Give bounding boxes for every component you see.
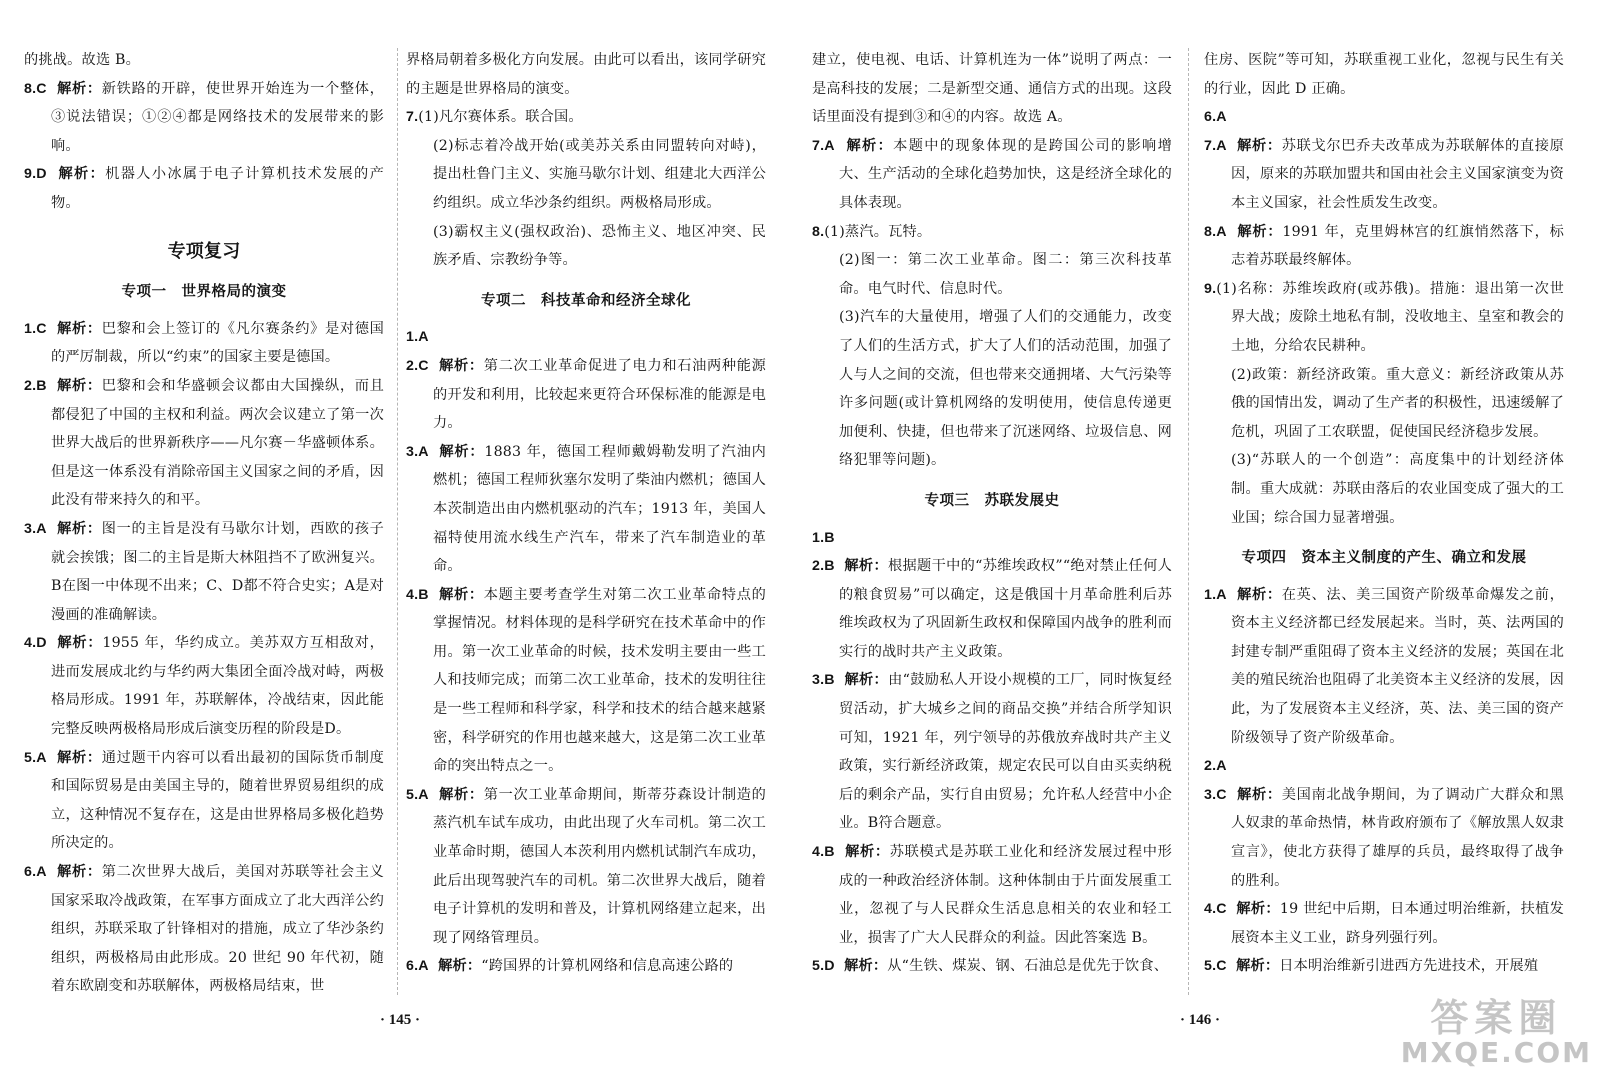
text-line: 建立，使电视、电话、计算机连为一体”说明了两点：一是高科技的发展；二是新型交通、通信方式的出现。这段话里面没有提到③和④的内容。故选 A。: [812, 52, 1172, 126]
answer-item: 4.B 解析：苏联模式是苏联工业化和经济发展过程中形成的一种政治经济体制。这种体制由于片面发展重工业，忽视了与人民群众生活息息相关的农业和轻工业，损害了广大人民群众的利益。因此答案选 B。: [812, 844, 1172, 946]
answer-subpart: (3)霸权主义(强权政治)、恐怖主义、地区冲突、民族矛盾、宗教纷争等。: [433, 223, 766, 269]
answer-item: 3.B 解析：由“鼓励私人开设小规模的工厂，同时恢复经贸活动，扩大城乡之间的商品交换”并结合所学知识可知，1921 年，列宁领导的苏俄放弃战时共产主义政策，实行新经济政策，规定农民可以自由买卖纳税后的剩余产品，实行自由贸易；允许私人经营中小企业。B符合题意。: [812, 672, 1172, 832]
answer-item: 2.C 解析：第二次工业革命促进了电力和石油两种能源的开发和利用，比较起来更符合环保标准的能源是电力。: [406, 357, 766, 432]
answer-item: 1.A 解析：在英、法、美三国资产阶级革命爆发之前，资本主义经济都已经发展起来。当时，英、法两国的封建专制严重阻碍了资本主义经济的发展；英国在北美的殖民统治也阻碍了北美资本主义经济的发展，因此，为了发展资本主义经济，英、法、美三国的资产阶级领导了资产阶级革命。: [1204, 586, 1564, 746]
column-divider: [1188, 48, 1189, 995]
answer-item: 5.D 解析：从“生铁、煤炭、钢、石油总是优先于饮食、: [812, 958, 1169, 975]
answer-subpart: (2)标志着冷战开始(或美苏关系由同盟转向对峙)，提出杜鲁门主义、实施马歇尔计划、组建北大西洋公约组织。成立华沙条约组织。两极格局形成。: [433, 137, 766, 211]
answer-item: 5.C 解析：日本明治维新引进西方先进技术，开展殖: [1204, 958, 1539, 975]
answer-subpart: (2)图一：第二次工业革命。图二：第三次科技革命。电气时代、信息时代。: [839, 252, 1172, 297]
answer-item: 1.A: [406, 329, 429, 346]
answer-item: 6.A 解析：“跨国界的计算机网络和信息高速公路的: [406, 958, 734, 975]
answer-item: 8.(1)蒸汽。瓦特。: [812, 223, 932, 240]
page-number: · 146 ·: [1180, 1012, 1221, 1028]
section-heading: 专项一 世界格局的演变: [121, 284, 287, 301]
answer-subpart: (2)政策：新经济政策。重大意义：新经济政策从苏俄的国情出发，调动了生产者的积极性，迅速缓解了危机，巩固了工农联盟，促使国民经济稳步发展。: [1231, 366, 1564, 440]
text-line: 的挑战。故选 B。: [24, 52, 141, 68]
answer-item: 7.(1)凡尔赛体系。联合国。: [406, 109, 583, 126]
answer-item: 5.A 解析：通过题干内容可以看出最初的国际货币制度和国际贸易是由美国主导的，随着世界贸易组织的成立，这种情况不复存在，这是由世界格局多极化趋势所决定的。: [24, 749, 384, 852]
text-line: 界格局朝着多极化方向发展。由此可以看出，该同学研究的主题是世界格局的演变。: [406, 52, 766, 97]
answer-item: 6.A: [1204, 109, 1227, 126]
answer-item: 1.B: [812, 529, 835, 546]
column-divider: [397, 48, 398, 995]
right-page: [800, 0, 1600, 1075]
answer-item: 1.C 解析：巴黎和会上签订的《凡尔赛条约》是对德国的严厉制裁，所以“约束”的国家主要是德国。: [24, 320, 384, 366]
section-main-heading: 专项复习: [167, 240, 241, 262]
answer-item: 9.(1)名称：苏维埃政府(或苏俄)。措施：退出第一次世界大战；废除土地私有制，没收地主、皇室和教会的土地，分给农民耕种。: [1204, 280, 1564, 354]
watermark-line-1: 答案圈: [1430, 996, 1563, 1040]
answer-item: 8.C 解析：新铁路的开辟，使世界开始连为一个整体，③说法错误；①②④都是网络技术的发展带来的影响。: [24, 80, 384, 154]
section-heading: 专项四 资本主义制度的产生、确立和发展: [1241, 550, 1527, 567]
answer-item: 3.A 解析：1883 年，德国工程师戴姆勒发明了汽油内燃机；德国工程师狄塞尔发明了柴油内燃机；德国人本茨制造出由内燃机驱动的汽车；1913 年，美国人福特使用流水线生产汽车，带来了汽车制造业的革命。: [406, 443, 766, 575]
column-3: [812, 46, 1172, 981]
answer-item: 4.D 解析：1955 年，华约成立。美苏双方互相敌对，进而发展成北约与华约两大集团全面冷战对峙，两极格局形成。1991 年，苏联解体，冷战结束，因此能完整反映两极格局形成后演变历程的阶段是D。: [24, 635, 384, 738]
answer-item: 2.B 解析：根据题干中的“苏维埃政权”“绝对禁止任何人的粮食贸易”可以确定，这是俄国十月革命胜利后苏维埃政权为了巩固新生政权和保障国内战争的胜利而实行的战时共产主义政策。: [812, 558, 1172, 660]
answer-item: 4.C 解析：19 世纪中后期，日本通过明治维新，扶植发展资本主义工业，跻身列强行列。: [1204, 901, 1565, 946]
watermark-line-2: MXQE.COM: [1400, 1036, 1592, 1069]
answer-item: 7.A 解析：苏联戈尔巴乔夫改革成为苏联解体的直接原因，原来的苏联加盟共和国由社会主义国家演变为资本主义国家，社会性质发生改变。: [1204, 137, 1564, 211]
answer-item: 8.A 解析：1991 年，克里姆林宫的红旗悄然落下，标志着苏联最终解体。: [1204, 223, 1564, 269]
answer-item: 3.A 解析：图一的主旨是没有马歇尔计划，西欧的孩子就会挨饿；图二的主旨是斯大林阻挡不了欧洲复兴。B在图一中体现不出来；C、D都不符合史实；A是对漫画的准确解读。: [24, 520, 384, 623]
text-line: 住房、医院”等可知，苏联重视工业化，忽视与民生有关的行业，因此 D 正确。: [1204, 52, 1564, 97]
answer-item: 5.A 解析：第一次工业革命期间，斯蒂芬森设计制造的蒸汽机车试车成功，由此出现了火车司机。第二次工业革命时期，德国人本茨利用内燃机试制汽车成功，此后出现驾驶汽车的司机。第二次世界大战后，随着电子计算机的发明和普及，计算机网络建立起来，出现了网络管理员。: [406, 786, 766, 946]
site-watermark-logo: [1400, 996, 1592, 1069]
column-2: [406, 46, 766, 981]
page-number: · 145 ·: [380, 1012, 421, 1028]
answer-subpart: (3)汽车的大量使用，增强了人们的交通能力，改变了人们的生活方式，扩大了人们的活动范围，加强了人与人之间的交流，但也带来交通拥堵、大气污染等许多问题(或计算机网络的发明使用，使信息传递更加便利、快捷，但也带来了沉迷网络、垃圾信息、网络犯罪等问题)。: [839, 309, 1172, 469]
column-1: [24, 46, 384, 1001]
answer-item: 9.D 解析：机器人小冰属于电子计算机技术发展的产物。: [24, 166, 385, 211]
answer-subpart: (3)“苏联人的一个创造”：高度集中的计划经济体制。重大成就：苏联由落后的农业国变成了强大的工业国；综合国力显著增强。: [1231, 452, 1564, 526]
column-4: [1204, 46, 1564, 981]
section-heading: 专项二 科技革命和经济全球化: [481, 292, 691, 309]
answer-item: 7.A 解析：本题中的现象体现的是跨国公司的影响增大、生产活动的全球化趋势加快，这是经济全球化的具体表现。: [812, 137, 1173, 211]
answer-item: 4.B 解析：本题主要考查学生对第二次工业革命特点的掌握情况。材料体现的是科学研究在技术革命中的作用。第一次工业革命的时候，技术发明主要由一些工人和技师完成；而第二次工业革命，技术的发明往往是一些工程师和科学家，科学和技术的结合越来越紧密，科学研究的作用也越来越大，这是第二次工业革命的突出特点之一。: [406, 586, 766, 775]
answer-item: 2.B 解析：巴黎和会和华盛顿会议都由大国操纵，而且都侵犯了中国的主权和利益。两次会议建立了第一次世界大战后的世界新秩序——凡尔赛－华盛顿体系。但是这一体系没有消除帝国主义国家之间的矛盾，因此没有带来持久的和平。: [24, 377, 384, 509]
answer-item: 3.C 解析：美国南北战争期间，为了调动广大群众和黑人奴隶的革命热情，林肯政府颁布了《解放黑人奴隶宣言》，使北方获得了雄厚的兵员，最终取得了战争的胜利。: [1204, 786, 1564, 889]
answer-item: 2.A: [1204, 758, 1227, 775]
answer-item: 6.A 解析：第二次世界大战后，美国对苏联等社会主义国家采取冷战政策，在军事方面成立了北大西洋公约组织，苏联采取了针锋相对的措施，成立了华沙条约组织，两极格局由此形成。20 世纪 90 年代初，随着东欧剧变和苏联解体，两极格局结束，世: [24, 864, 384, 995]
section-heading: 专项三 苏联发展史: [924, 492, 1060, 509]
